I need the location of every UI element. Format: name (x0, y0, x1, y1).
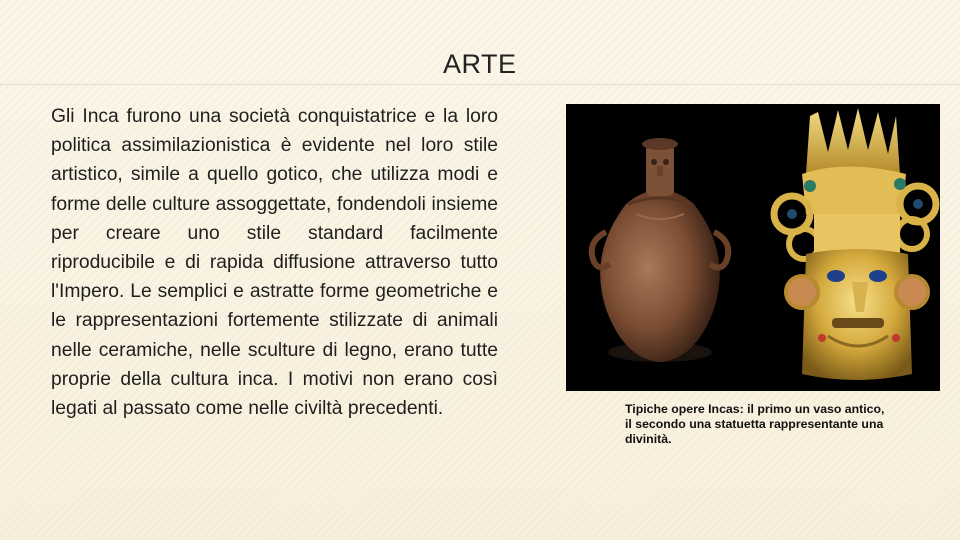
title-divider (0, 84, 960, 85)
slide-title: ARTE (443, 49, 517, 79)
photo-caption: Tipiche opere Incas: il primo un vaso antico, il secondo una statuetta rappresentante una divinità. (625, 402, 885, 446)
artifacts-illustration (566, 104, 940, 391)
body-paragraph: Gli Inca furono una società conquistatrice e la loro politica assimilazionistica è evidente nel loro stile artistico, simile a quello gotico, che utilizza modi e forme delle culture assoggettate, fondendoli insieme per creare uno stile standard facilmente riproducibile e di rapida diffusione attraverso tutto l'Impero. Le semplici e astratte forme geometriche e le rappresentazioni fortemente stilizzate di animali nelle ceramiche, nelle sculture di legno, erano tutte proprie della cultura inca. I motivi non erano così legati al passato come nelle civiltà precedenti. (51, 106, 498, 420)
artifacts-photo (566, 104, 940, 391)
